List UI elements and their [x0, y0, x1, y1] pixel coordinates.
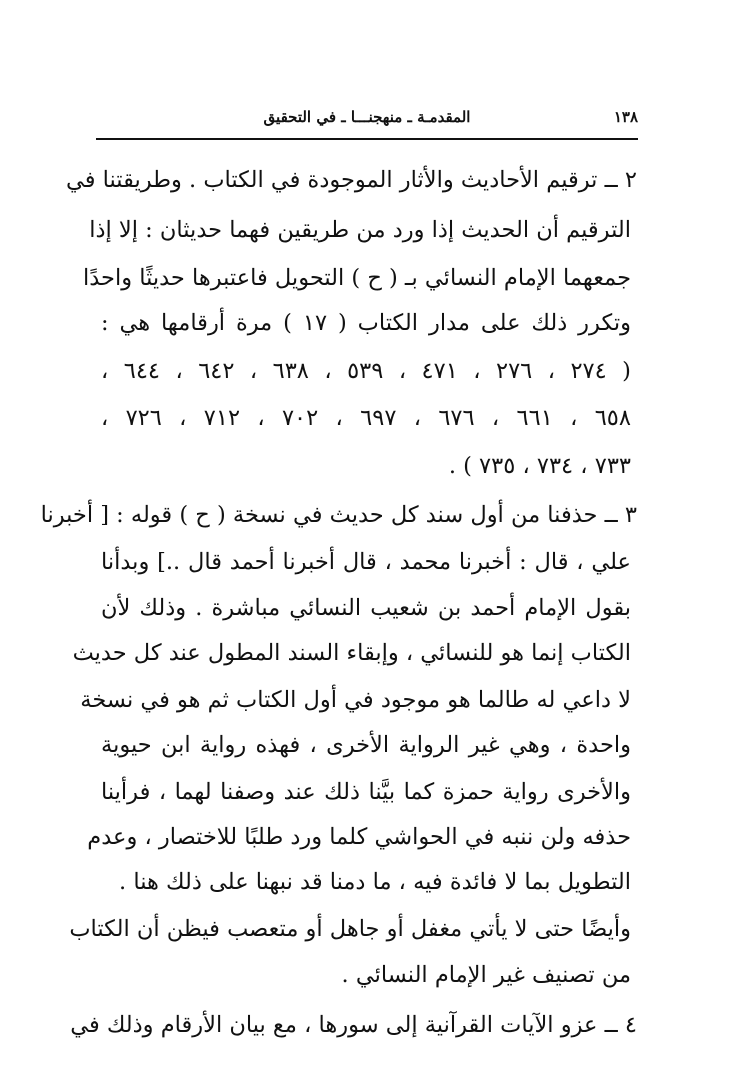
text-line: ( ٢٧٤ ، ٢٧٦ ، ٤٧١ ، ٥٣٩ ، ٦٣٨ ، ٦٤٢ ، ٦٤٤ ،	[101, 358, 631, 384]
text-line: وأيضًا حتى لا يأتي مغفل أو جاهل أو متعصب فيظن أن الكتاب	[69, 916, 631, 942]
text-line: لا داعي له طالما هو موجود في أول الكتاب ثم هو في نسخة	[80, 687, 631, 713]
text-line: ٣ ــ حذفنا من أول سند كل حديث في نسخة ( ح ) قوله : [ أخبرنا	[40, 502, 637, 528]
text-line: الترقيم أن الحديث إذا ورد من طريقين فهما حديثان : إلا إذا	[89, 217, 631, 243]
text-line: حذفه ولن ننبه في الحواشي كلما ورد طلبًا للاختصار ، وعدم	[87, 824, 631, 850]
text-line: ٧٣٣ ، ٧٣٤ ، ٧٣٥ ) .	[448, 453, 631, 479]
text-line: واحدة ، وهي غير الرواية الأخرى ، فهذه رواية ابن حيوية	[101, 732, 631, 758]
page-number: ١٣٨	[613, 108, 638, 126]
text-line: وتكرر ذلك على مدار الكتاب ( ١٧ ) مرة أرقامها هي :	[101, 310, 632, 336]
text-line: من تصنيف غير الإمام النسائي .	[341, 962, 631, 988]
running-title: المقدمـة ـ منهجنـــا ـ في التحقيق	[263, 108, 471, 126]
text-line: جمعهما الإمام النسائي بـ ( ح ) التحويل فاعتبرها حديثًا واحدًا	[82, 265, 631, 291]
text-line: بقول الإمام أحمد بن شعيب النسائي مباشرة . وذلك لأن	[101, 595, 631, 621]
text-line: ٢ ــ ترقيم الأحاديث والأثار الموجودة في الكتاب . وطريقتنا في	[65, 167, 637, 193]
text-line: التطويل بما لا فائدة فيه ، ما دمنا قد نبهنا على ذلك هنا .	[119, 869, 631, 895]
running-header	[96, 98, 638, 140]
text-line: ٦٥٨ ، ٦٦١ ، ٦٧٦ ، ٦٩٧ ، ٧٠٢ ، ٧١٢ ، ٧٢٦ ،	[101, 405, 631, 431]
text-line: ٤ ــ عزو الآيات القرآنية إلى سورها ، مع بيان الأرقام وذلك في	[70, 1012, 637, 1038]
text-line: والأخرى رواية حمزة كما بيَّنا ذلك عند وصفنا لهما ، فرأينا	[101, 779, 631, 805]
text-line: علي ، قال : أخبرنا محمد ، قال أخبرنا أحمد قال ..] وبدأنا	[101, 549, 631, 575]
text-line: الكتاب إنما هو للنسائي ، وإبقاء السند المطول عند كل حديث	[72, 640, 631, 666]
